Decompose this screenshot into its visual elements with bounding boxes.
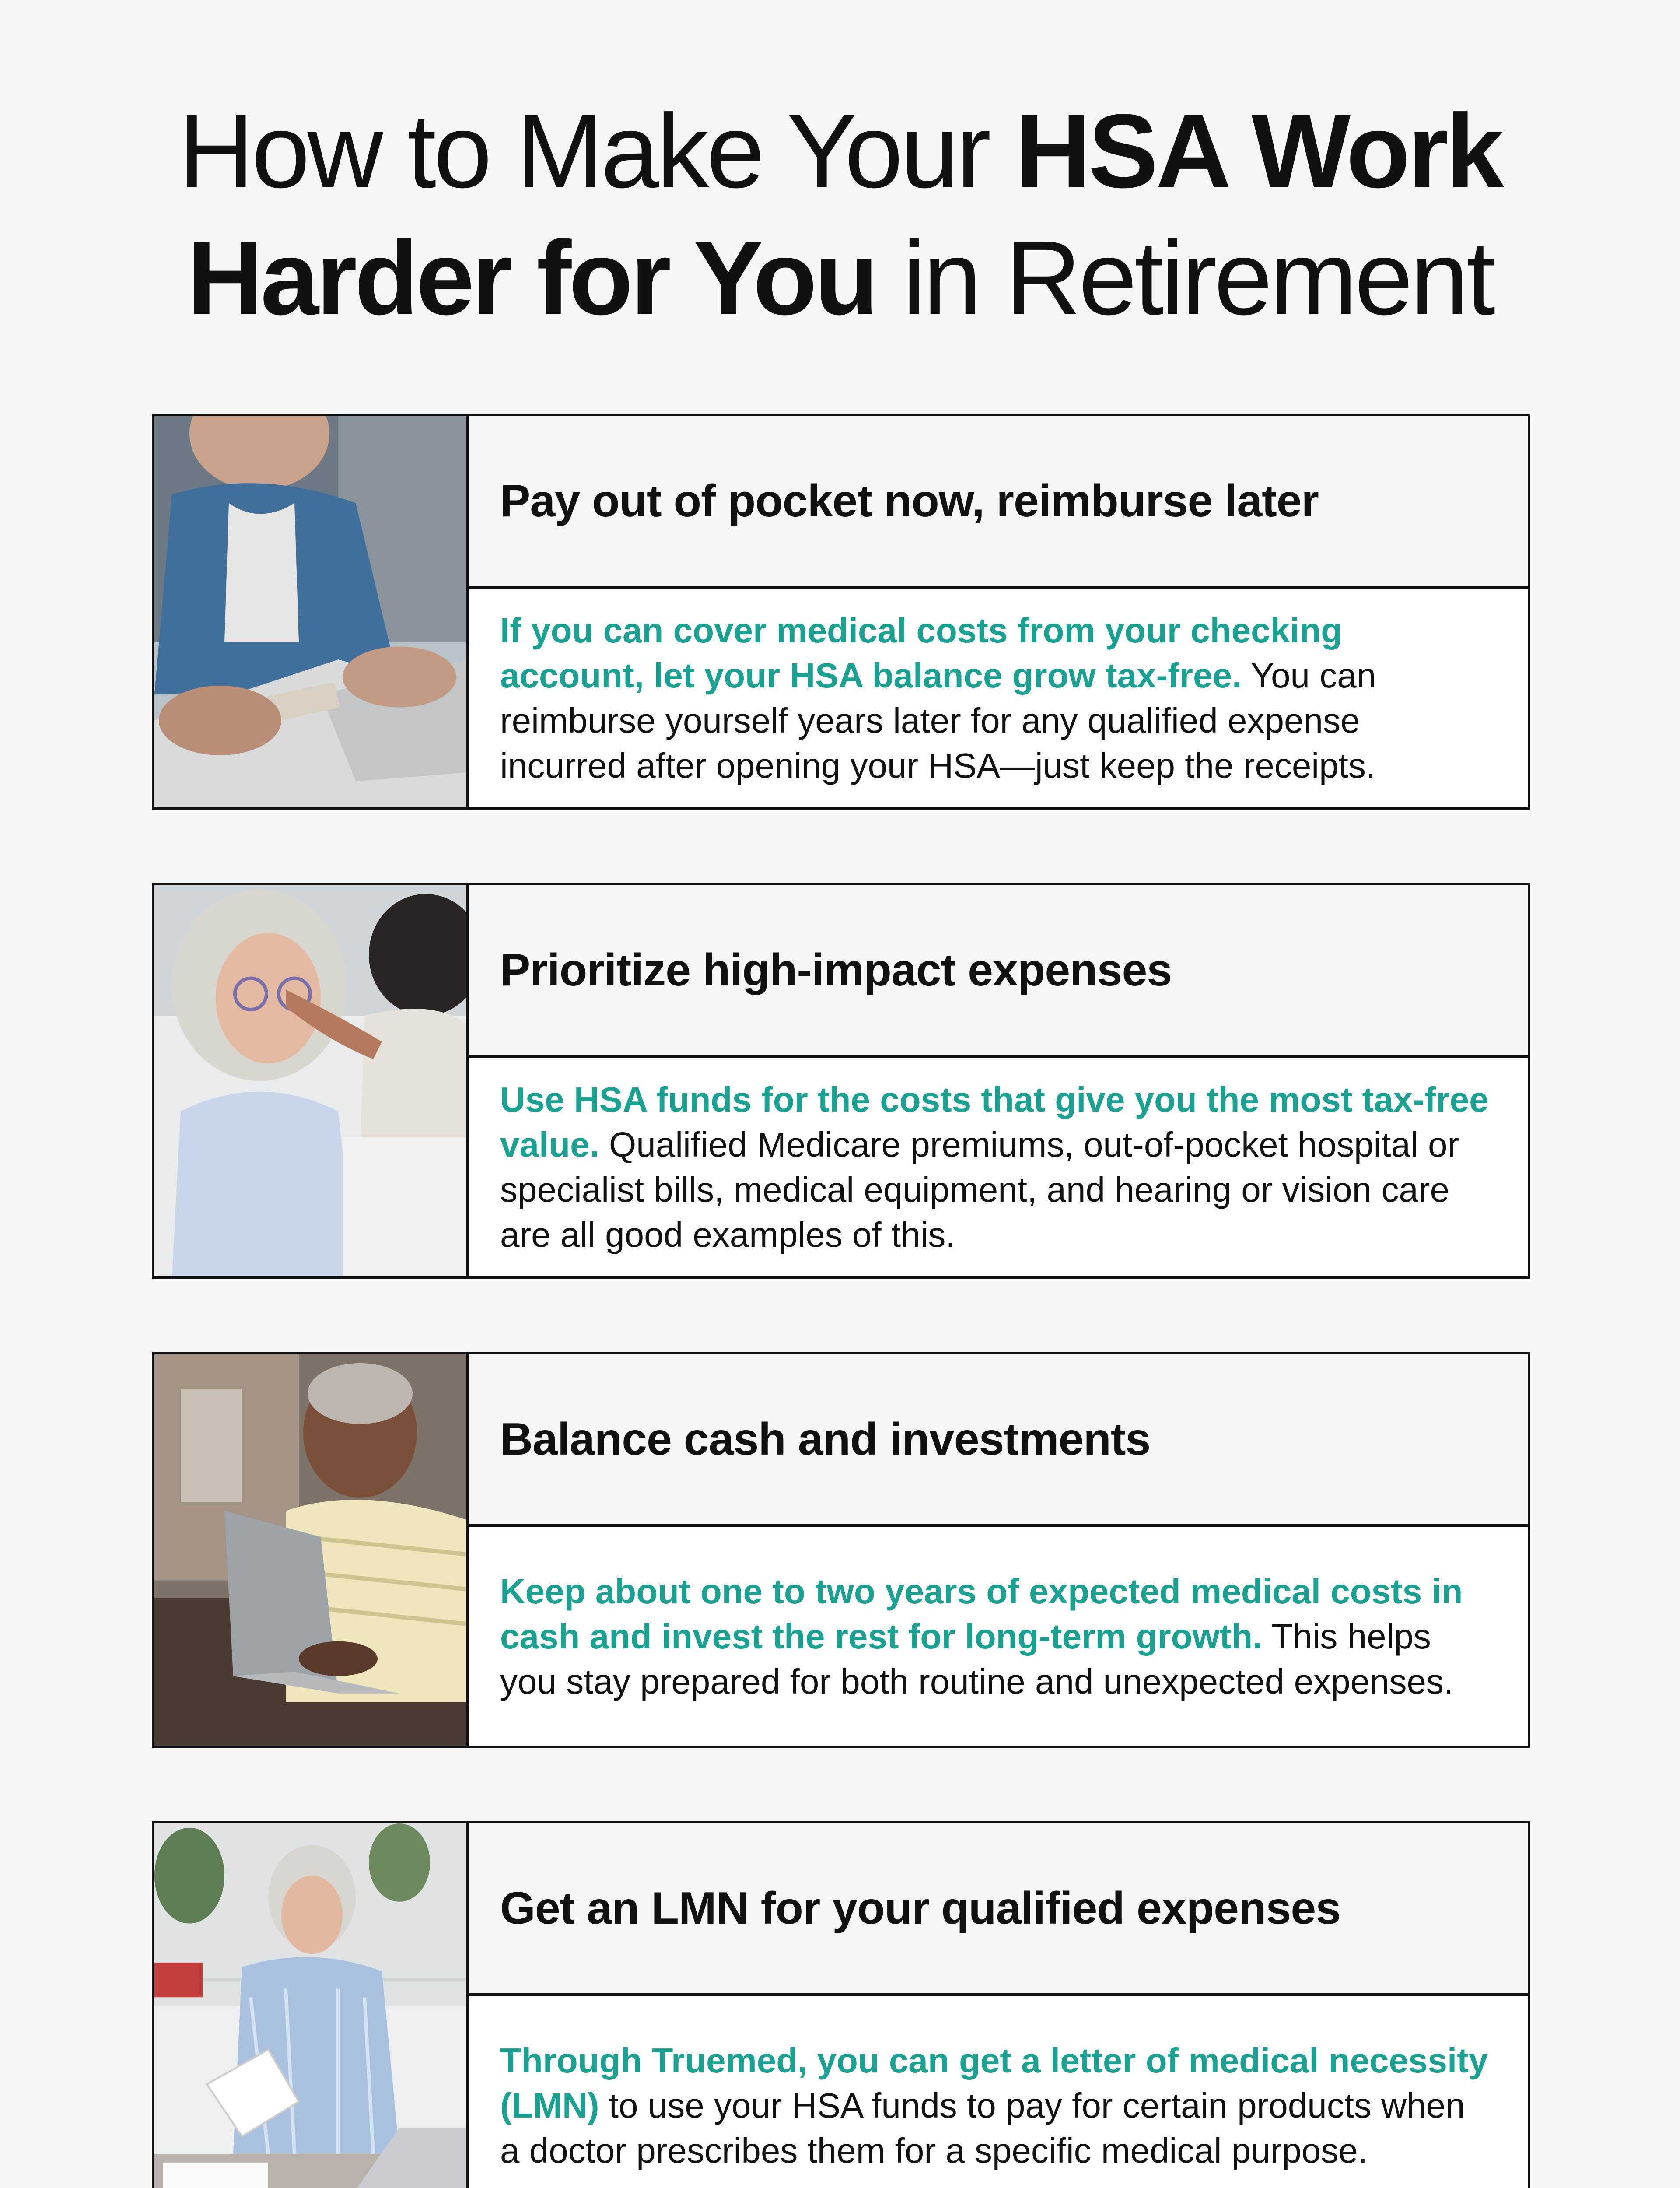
card-highlight: Use HSA funds for the costs that give you the most tax-free value. [500,1080,1489,1164]
card-heading-area [469,1823,1528,1996]
photo-man-using-laptop [154,1354,469,1746]
photo-man-with-credit-card [154,416,469,807]
card-body [469,1058,1528,1276]
card-heading: Pay out of pocket now, reimburse later [500,475,1319,526]
card-description: You can reimburse yourself years later for any qualified expense incurred after opening your HSA—just keep the receipts. [500,656,1376,785]
card-highlight: If you can cover medical costs from your checking account, let your HSA balance grow tax-free. [500,611,1343,695]
card-heading-area [469,416,1528,589]
card-text [500,1569,1493,1704]
title-line-1: How to Make Your HSA Work [178,92,1502,210]
card-highlight: Keep about one to two years of expected medical costs in cash and invest the rest for long-term growth. [500,1571,1463,1656]
tip-card-pay-out-of-pocket [152,414,1530,810]
card-body [469,1527,1528,1746]
photo-woman-reading-letter [154,1823,469,2188]
card-heading: Prioritize high-impact expenses [500,944,1172,996]
card-description: This helps you stay prepared for both routine and unexpected expenses. [500,1616,1454,1701]
page-title [0,88,1680,341]
card-description: Qualified Medicare premiums, out-of-pocket hospital or specialist bills, medical equipment, and hearing or vision care are all good examples of this. [500,1125,1460,1254]
card-heading: Get an LMN for your qualified expenses [500,1883,1341,1934]
tip-card-get-lmn [152,1821,1530,2188]
title-line-2: Harder for You in Retirement [187,219,1493,337]
tip-card-balance-cash [152,1352,1530,1748]
card-heading-area [469,1354,1528,1527]
card-body [469,1996,1528,2188]
tip-card-prioritize-expenses [152,883,1530,1279]
card-text [500,2038,1493,2173]
card-heading-area [469,885,1528,1058]
card-description: to use your HSA funds to pay for certain products when a doctor prescribes them for a specific medical purpose. [500,2086,1465,2170]
card-body [469,589,1528,807]
card-text [500,608,1493,788]
card-text [500,1077,1493,1257]
card-highlight: Through Truemed, you can get a letter of medical necessity (LMN) [500,2041,1488,2125]
photo-woman-eyeglasses-fitting [154,885,469,1276]
card-heading: Balance cash and investments [500,1413,1151,1465]
